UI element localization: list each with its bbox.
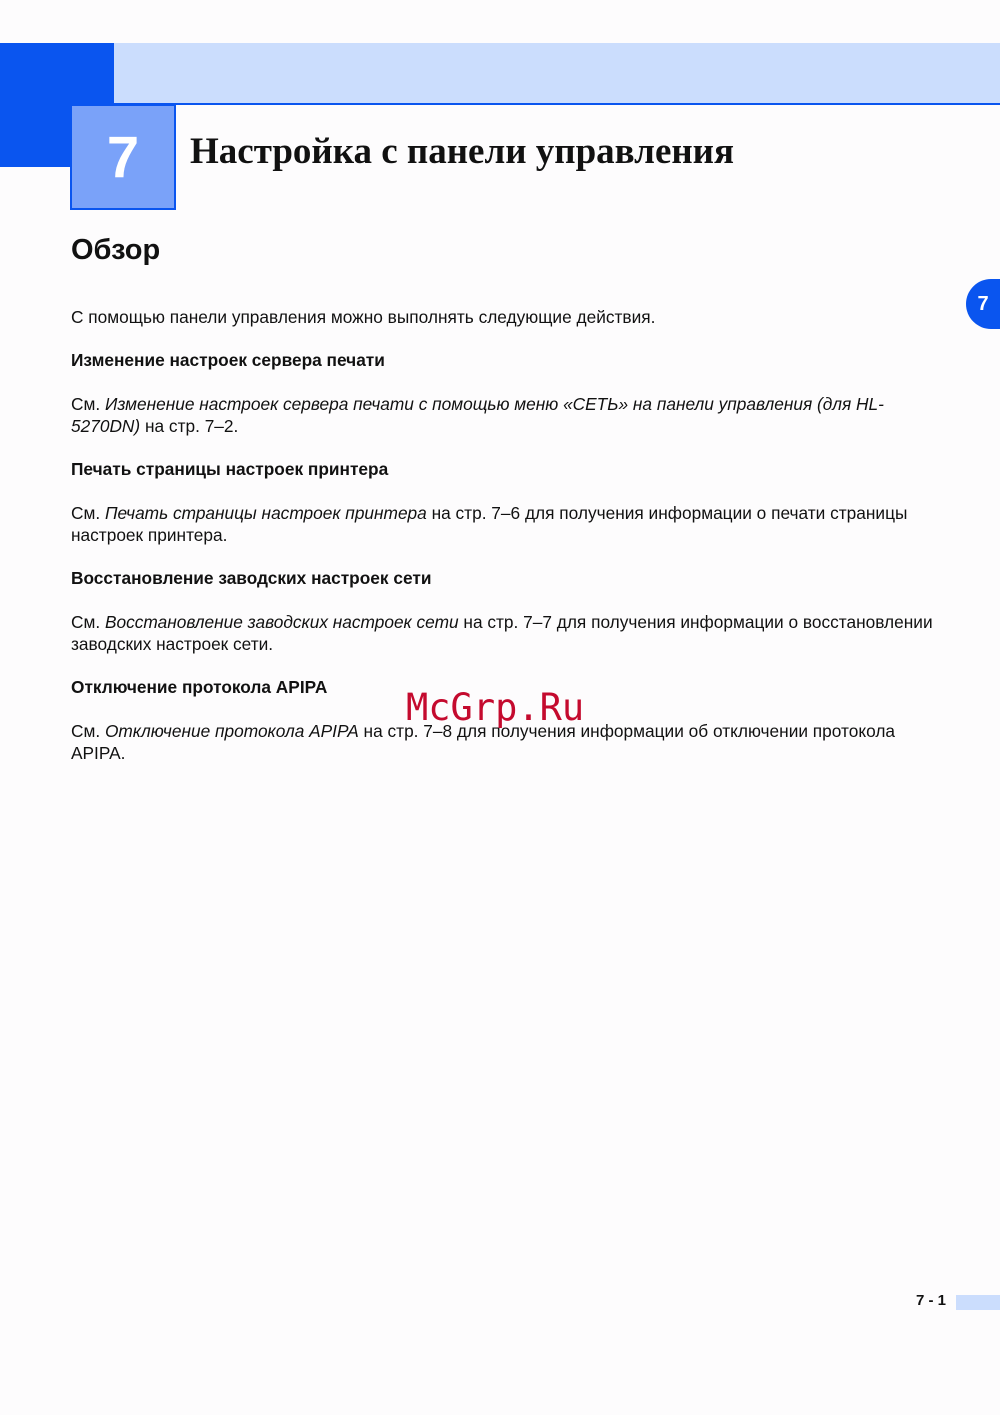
ref-prefix: См. xyxy=(71,394,105,414)
ref-link[interactable]: Восстановление заводских настроек сети xyxy=(104,612,459,632)
intro-paragraph: С помощью панели управления можно выполнять следующие действия. xyxy=(71,307,656,327)
ref-suffix: на стр. 7–6 для получения информации о печати страницы настроек принтера. xyxy=(71,503,908,545)
ref-link[interactable]: Отключение протокола APIPA xyxy=(104,721,359,741)
chapter-side-tab[interactable] xyxy=(966,279,1000,329)
ref-suffix: на стр. 7–8 для получения информации об отключении протокола APIPA. xyxy=(71,721,896,763)
item-heading: Отключение протокола APIPA xyxy=(71,677,328,697)
ref-link[interactable]: Изменение настроек сервера печати с помощью меню «СЕТЬ» на панели управления (для HL-5270DN) xyxy=(71,394,884,436)
item-heading: Восстановление заводских настроек сети xyxy=(71,568,432,588)
header-light-band xyxy=(114,43,1000,104)
page-number: 7 - 1 xyxy=(916,1292,947,1309)
side-tab-label: 7 xyxy=(977,292,989,315)
chapter-number-box xyxy=(70,104,176,210)
item-reference xyxy=(71,393,951,437)
section-title: Обзор xyxy=(71,234,161,266)
chapter-number: 7 xyxy=(106,124,140,190)
item-reference xyxy=(71,611,951,655)
ref-suffix: на стр. 7–7 для получения информации о восстановлении заводских настроек сети. xyxy=(71,612,933,654)
footer-bar xyxy=(956,1295,1000,1310)
ref-link[interactable]: Печать страницы настроек принтера xyxy=(104,503,427,523)
ref-suffix: на стр. 7–2. xyxy=(140,416,239,436)
item-heading: Печать страницы настроек принтера xyxy=(71,459,389,479)
ref-prefix: См. xyxy=(71,503,105,523)
item-heading: Изменение настроек сервера печати xyxy=(71,350,385,370)
watermark: McGrp.Ru xyxy=(406,686,585,729)
ref-prefix: См. xyxy=(71,721,105,741)
chapter-title: Настройка с панели управления xyxy=(190,131,735,172)
ref-prefix: См. xyxy=(71,612,105,632)
header-rule xyxy=(114,103,1000,105)
item-reference xyxy=(71,502,951,546)
